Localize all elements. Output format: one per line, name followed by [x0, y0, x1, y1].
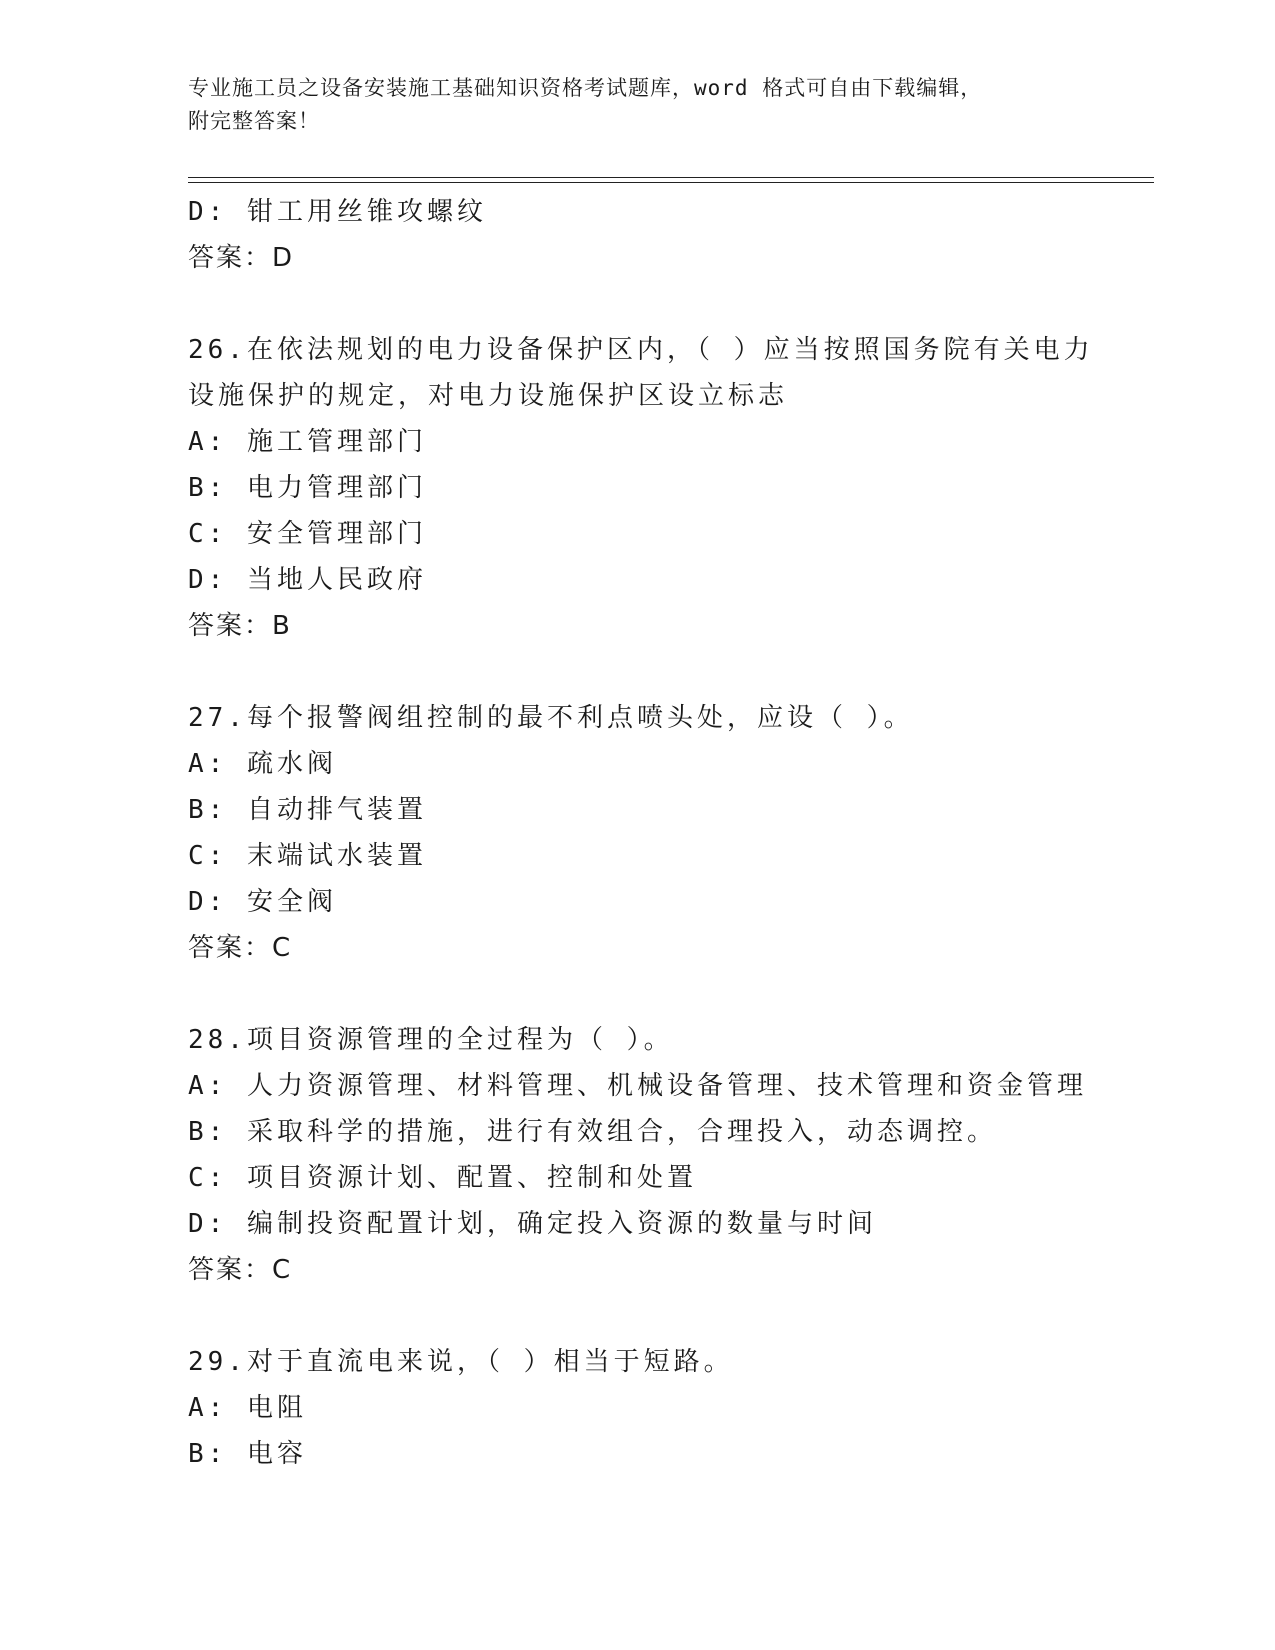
header-line-1: 专业施工员之设备安装施工基础知识资格考试题库，word 格式可自由下载编辑， — [188, 76, 983, 100]
answer: 答案：C — [188, 1255, 293, 1285]
header-divider-bottom — [188, 182, 1154, 183]
option-b: B: 电力管理部门 — [188, 473, 427, 503]
answer: 答案：C — [188, 933, 293, 963]
option-d: D: 编制投资配置计划，确定投入资源的数量与时间 — [188, 1209, 877, 1239]
question-28 — [188, 1017, 1138, 1293]
option-b: B: 采取科学的措施，进行有效组合，合理投入，动态调控。 — [188, 1117, 997, 1147]
question-list — [188, 189, 1138, 1477]
answer: 答案：B — [188, 611, 292, 641]
question-stem-cont: 设施保护的规定，对电力设施保护区设立标志 — [188, 381, 789, 411]
question-stem: 29.对于直流电来说，（ ）相当于短路。 — [188, 1347, 734, 1377]
answer: 答案：D — [188, 243, 295, 273]
option-a: A: 人力资源管理、材料管理、机械设备管理、技术管理和资金管理 — [188, 1071, 1087, 1101]
option-a: A: 疏水阀 — [188, 749, 337, 779]
option-c: C: 末端试水装置 — [188, 841, 427, 871]
option-d: D: 当地人民政府 — [188, 565, 427, 595]
option-c: C: 安全管理部门 — [188, 519, 427, 549]
question-stem: 28.项目资源管理的全过程为（ ）。 — [188, 1025, 674, 1055]
header-divider-top — [188, 177, 1154, 178]
option-d: D: 安全阀 — [188, 887, 337, 917]
question-27 — [188, 695, 1138, 971]
header-line-2: 附完整答案！ — [188, 109, 320, 133]
option-a: A: 电阻 — [188, 1393, 307, 1423]
question-29 — [188, 1339, 1138, 1477]
option-a: A: 施工管理部门 — [188, 427, 427, 457]
option-d: D: 钳工用丝锥攻螺纹 — [188, 197, 487, 227]
question-stem: 27.每个报警阀组控制的最不利点喷头处，应设（ ）。 — [188, 703, 914, 733]
question-stem: 26.在依法规划的电力设备保护区内，（ ）应当按照国务院有关电力 — [188, 335, 1094, 365]
document-header — [188, 72, 1068, 138]
option-c: C: 项目资源计划、配置、控制和处置 — [188, 1163, 697, 1193]
option-b: B: 自动排气装置 — [188, 795, 427, 825]
option-b: B: 电容 — [188, 1439, 307, 1469]
question-26 — [188, 327, 1138, 649]
